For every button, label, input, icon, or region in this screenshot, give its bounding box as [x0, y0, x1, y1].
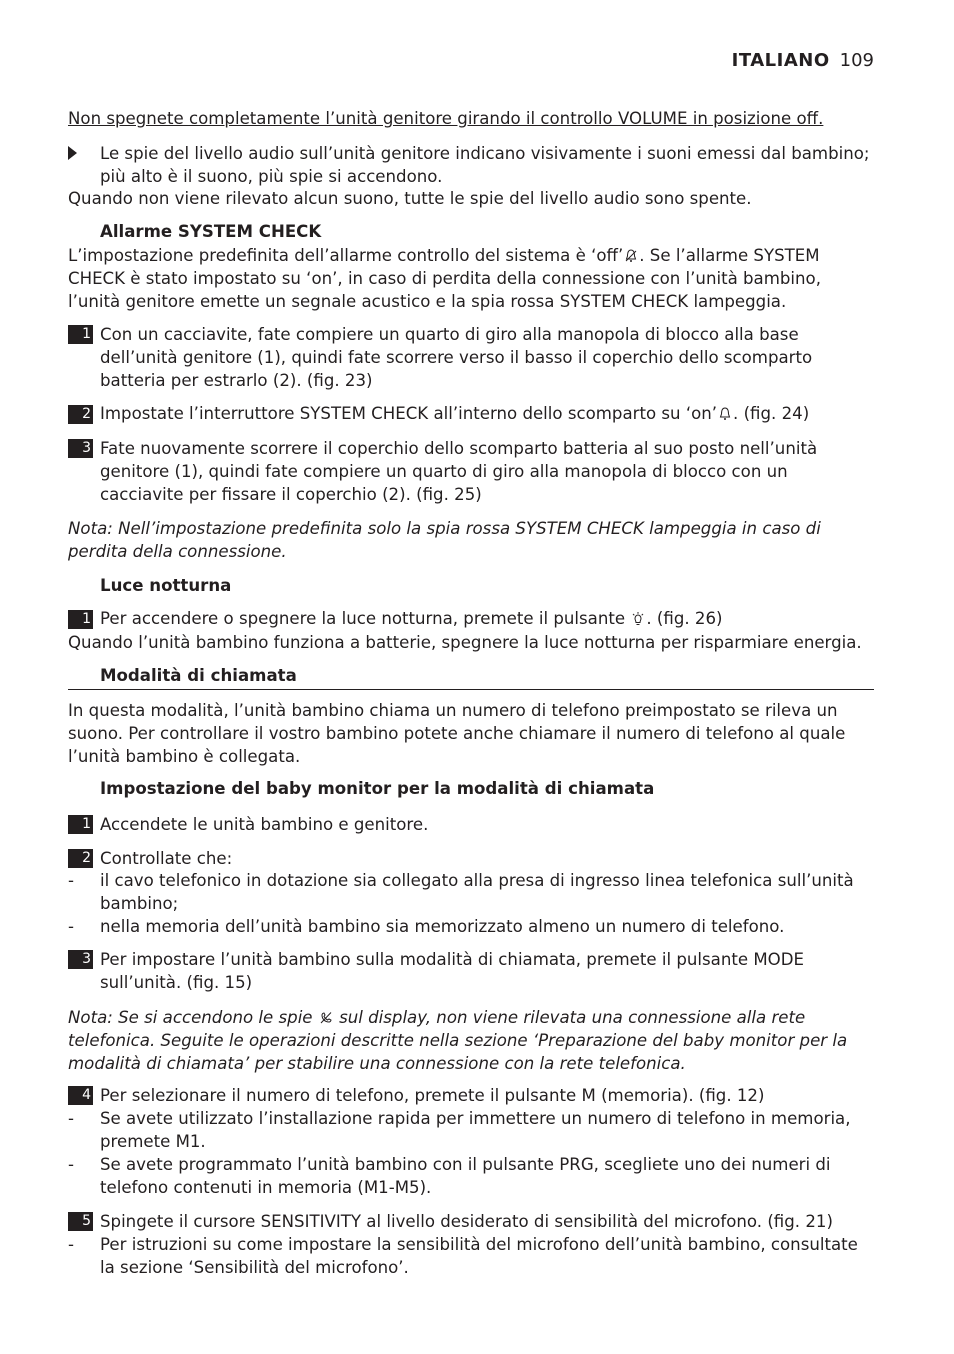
bullet-dash: -: [68, 1235, 74, 1254]
section-divider: [68, 689, 874, 690]
page-number: 109: [839, 50, 874, 71]
no-phone-icon: [320, 1011, 332, 1025]
system-check-intro-a: L’impostazione predefinita dell’allarme controllo del sistema è ‘off’: [68, 246, 624, 265]
system-check-heading: [100, 220, 321, 243]
call-mode-step-2: Controllate che:: [100, 849, 233, 868]
call-mode-note: [68, 1006, 874, 1075]
system-check-step-2-a: Impostate l’interruttore SYSTEM CHECK all’interno dello scomparto su ‘on’: [100, 404, 718, 423]
call-mode-step-2-bullet-2: nella memoria dell’unità bambino sia memorizzato almeno un numero di telefono.: [100, 917, 785, 936]
call-mode-heading: Modalità di chiamata: [100, 666, 297, 685]
call-mode-intro: In questa modalità, l’unità bambino chiama un numero di telefono preimpostato se rileva un suono. Per controllare il vostro bambino potete anche chiamare il numero di telefono al quale l’unità bambino è collegata.: [68, 701, 846, 766]
step-number: 5: [68, 1212, 93, 1231]
call-mode-step-1: Accendete le unità bambino e genitore.: [100, 815, 429, 834]
step-number: 3: [68, 950, 93, 969]
bullet-dash: -: [68, 917, 74, 936]
bullet-dash: -: [68, 871, 74, 890]
bullet-dash: -: [68, 1109, 74, 1128]
call-mode-step-4-bullet-2: Se avete programmato l’unità bambino con il pulsante PRG, scegliete uno dei numeri di telefono contenuti in memoria (M1-M5).: [100, 1155, 831, 1197]
call-mode-step-2-bullet-1: il cavo telefonico in dotazione sia collegato alla presa di ingresso linea telefonica sull’unità bambino;: [100, 871, 854, 913]
call-mode-note-a: Nota: Se si accendono le spie: [68, 1008, 318, 1027]
audio-level-note: Quando non viene rilevato alcun suono, tutte le spie del livello audio sono spente.: [68, 189, 752, 208]
call-mode-step-4: Per selezionare il numero di telefono, premete il pulsante M (memoria). (fig. 12): [100, 1086, 765, 1105]
call-mode-step-4-bullet-1: Se avete utilizzato l’installazione rapida per immettere un numero di telefono in memoria, premete M1.: [100, 1109, 851, 1151]
bullet-dash: -: [68, 1155, 74, 1174]
bell-on-icon: [719, 407, 731, 421]
bell-off-icon: [625, 249, 637, 263]
step-number: 3: [68, 439, 93, 458]
bullet-arrow-icon: [68, 146, 77, 160]
night-light-step-1-a: Per accendere o spegnere la luce notturna, premete il pulsante: [100, 609, 631, 628]
system-check-step-1: Con un cacciavite, fate compiere un quarto di giro alla manopola di blocco alla base dell’unità genitore (1), quindi fate scorrere verso il basso il coperchio dello scomparto batteria per estrarlo (2). (fig. 23): [100, 325, 813, 390]
system-check-note: Nota: Nell’impostazione predefinita solo la spia rossa SYSTEM CHECK lampeggia in caso di perdita della connessione.: [68, 519, 821, 561]
system-check-intro: [68, 244, 874, 313]
call-mode-note-b: sul display, non viene rilevata una connessione alla rete telefonica. Seguite le operazioni descritte nella sezione ‘Preparazione del baby monitor per la modalità di chiamata’ per stabilire una connessione con la rete telefonica.: [68, 1008, 848, 1073]
night-light-note: Quando l’unità bambino funziona a batterie, spegnere la luce notturna per risparmiare energia.: [68, 633, 862, 652]
system-check-step-2-b: . (fig. 24): [733, 404, 810, 423]
step-number: 1: [68, 815, 93, 834]
call-mode-subheading: Impostazione del baby monitor per la modalità di chiamata: [100, 779, 655, 798]
step-number: 4: [68, 1086, 93, 1105]
page-header: [732, 50, 874, 71]
night-light-heading: Luce notturna: [100, 576, 232, 595]
system-check-step-3: Fate nuovamente scorrere il coperchio dello scomparto batteria al suo posto nell’unità genitore (1), quindi fate compiere un quarto di giro alla manopola di blocco con un cacciavite per fissare il coperchio (2). (fig. 25): [100, 439, 818, 504]
night-light-icon: [632, 612, 644, 626]
system-check-heading-bold: SYSTEM CHECK: [177, 222, 322, 241]
system-check-intro-b: . Se l’allarme SYSTEM CHECK è stato impostato su ‘on’, in caso di perdita della connessione con l’unità bambino, l’unità genitore emette un segnale acustico e la spia rossa SYSTEM CHECK lampeggia.: [68, 246, 821, 311]
language-label: ITALIANO: [731, 50, 830, 71]
call-mode-step-5: Spingete il cursore SENSITIVITY al livello desiderato di sensibilità del microfono. (fig. 21): [100, 1212, 833, 1231]
night-light-step-1: [100, 607, 874, 630]
volume-warning: Non spegnete completamente l’unità genitore girando il controllo VOLUME in posizione off.: [68, 109, 824, 128]
night-light-step-1-b: . (fig. 26): [646, 609, 723, 628]
system-check-heading-prefix: Allarme: [100, 222, 178, 241]
step-number: 2: [68, 405, 93, 424]
call-mode-step-3: Per impostare l’unità bambino sulla modalità di chiamata, premete il pulsante MODE sull’unità. (fig. 15): [100, 950, 804, 992]
step-number: 1: [68, 610, 93, 629]
call-mode-step-5-bullet-1: Per istruzioni su come impostare la sensibilità del microfono dell’unità bambino, consultate la sezione ‘Sensibilità del microfono’.: [100, 1235, 858, 1277]
audio-level-bullet: Le spie del livello audio sull’unità genitore indicano visivamente i suoni emessi dal bambino; più alto è il suono, più spie si accendono.: [100, 144, 870, 186]
system-check-step-2: [100, 402, 874, 425]
step-number: 1: [68, 325, 93, 344]
step-number: 2: [68, 849, 93, 868]
